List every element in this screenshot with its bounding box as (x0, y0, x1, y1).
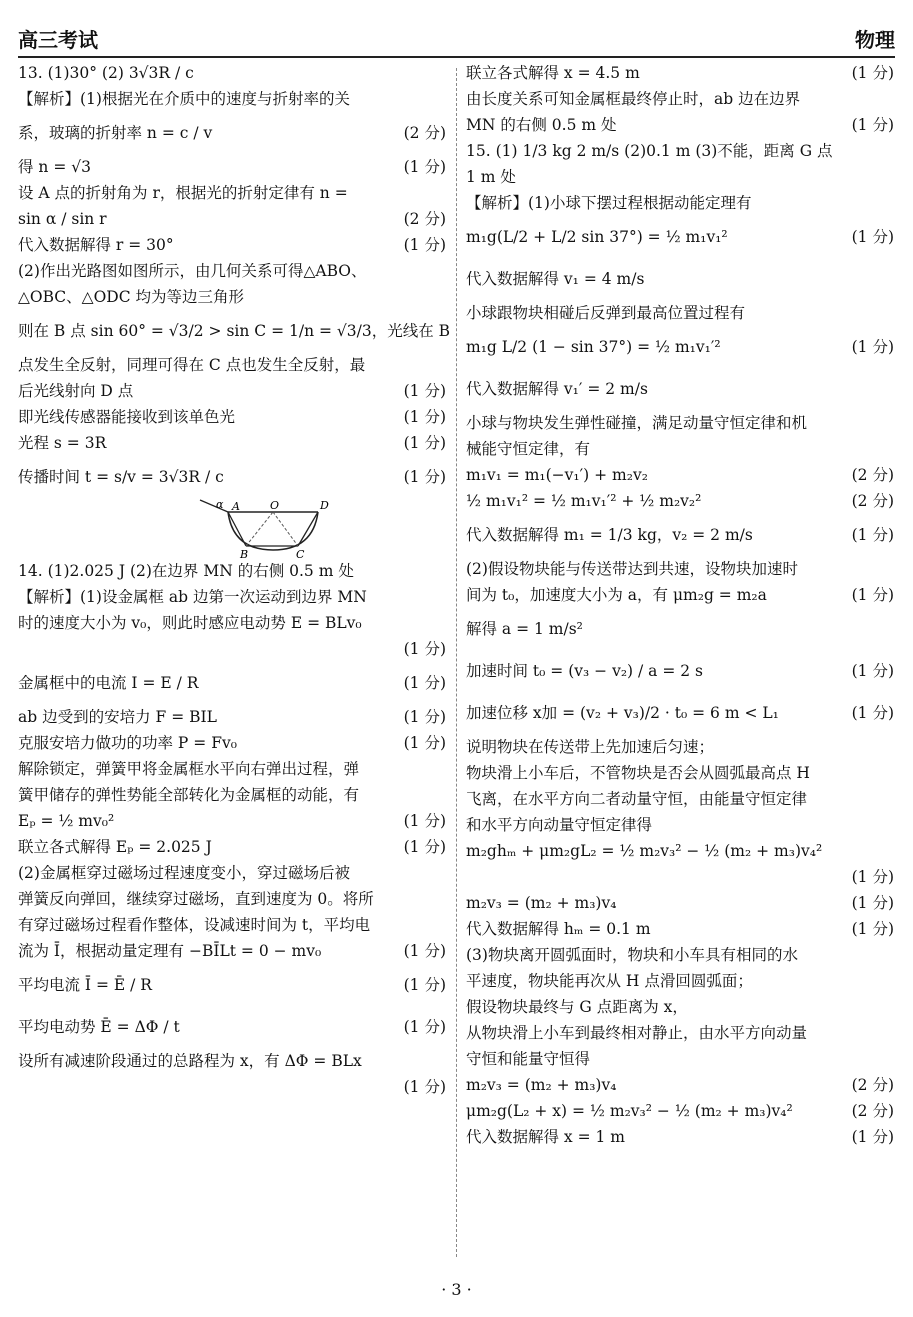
text-line (466, 760, 894, 786)
line-text: 弹簧反向弹回，继续穿过磁场，直到速度为 0。将所 (18, 890, 374, 908)
text-line (466, 86, 894, 112)
score-points: (1 分) (403, 408, 446, 426)
line-text: 说明物块在传送带上先加速后匀速； (466, 738, 715, 756)
line-text: 代入数据解得 r = 30° (18, 236, 174, 254)
line-text: 平均电动势 Ē = ΔΦ / t (18, 1018, 180, 1036)
text-line (18, 912, 446, 938)
text-line (466, 916, 894, 942)
score-points: (2 分) (403, 210, 446, 228)
line-text: m₁g L/2 (1 − sin 37°) = ½ m₁v₁′² (466, 338, 721, 356)
text-line (466, 462, 894, 488)
text-line (466, 1072, 894, 1098)
score-points: (1 分) (403, 838, 446, 856)
score-points: (1 分) (403, 158, 446, 176)
score-points: (2 分) (851, 1076, 894, 1094)
line-text: 【解析】(1)根据光在介质中的速度与折射率的关 (18, 90, 350, 108)
text-line (466, 890, 894, 916)
line-text: 有穿过磁场过程看作整体，设减速时间为 t，平均电 (18, 916, 371, 934)
score-points: (1 分) (403, 942, 446, 960)
text-line (18, 558, 446, 584)
line-text: 物块滑上小车后，不管物块是否会从圆弧最高点 H (466, 764, 810, 782)
score-points: (1 分) (851, 868, 894, 886)
line-text: 代入数据解得 v₁′ = 2 m/s (466, 380, 648, 398)
text-line (466, 436, 894, 462)
line-text: 【解析】(1)设金属框 ab 边第一次运动到边界 MN (18, 588, 367, 606)
line-text: 系，玻璃的折射率 n = c / v (18, 124, 213, 142)
text-line (18, 584, 446, 610)
score-points: (1 分) (403, 236, 446, 254)
right-column (466, 60, 894, 1150)
line-text: 械能守恒定律，有 (466, 440, 591, 458)
line-text: (2)作出光路图如图所示，由几何关系可得△ABO、 (18, 262, 367, 280)
label-C: C (296, 548, 305, 558)
line-text: 即光线传感器能接收到该单色光 (18, 408, 236, 426)
label-B: B (240, 548, 249, 558)
line-text: 设所有减速阶段通过的总路程为 x，有 ΔΦ = BLx (18, 1052, 362, 1070)
line-text: ab 边受到的安培力 F = BIL (18, 708, 217, 726)
line-text: (3)物块离开圆弧面时，物块和小车具有相同的水 (466, 946, 798, 964)
page-number: · 3 · (441, 1280, 472, 1299)
score-points: (1 分) (851, 116, 894, 134)
line-text: Eₚ = ½ mv₀² (18, 812, 115, 830)
line-text: 13. (1)30° (2) 3√3R / c (18, 64, 194, 82)
line-text: 克服安培力做功的功率 P = Fv₀ (18, 734, 237, 752)
score-points: (1 分) (403, 468, 446, 486)
label-A: A (232, 500, 240, 513)
text-line (18, 112, 446, 154)
line-text: 假设物块最终与 G 点距离为 x， (466, 998, 688, 1016)
line-text: 代入数据解得 x = 1 m (466, 1128, 625, 1146)
label-D: D (320, 499, 329, 512)
line-text: m₁v₁ = m₁(−v₁′) + m₂v₂ (466, 466, 648, 484)
score-points: (1 分) (403, 812, 446, 830)
text-line (18, 378, 446, 404)
page-header (18, 20, 895, 58)
exam-title: 高三考试 (18, 28, 98, 52)
text-line (18, 662, 446, 704)
text-line (466, 488, 894, 514)
text-line (466, 514, 894, 556)
score-points: (2 分) (851, 1102, 894, 1120)
score-points: (2 分) (851, 492, 894, 510)
text-line (18, 1074, 446, 1100)
line-text: sin α / sin r (18, 210, 107, 228)
score-points: (1 分) (851, 586, 894, 604)
text-line (466, 410, 894, 436)
score-points: (1 分) (851, 894, 894, 912)
score-points: (1 分) (403, 1018, 446, 1036)
text-line (18, 756, 446, 782)
line-text: 光程 s = 3R (18, 434, 107, 452)
label-alpha: α (216, 498, 224, 511)
score-points: (1 分) (403, 976, 446, 994)
score-points: (1 分) (403, 382, 446, 400)
score-points: (1 分) (851, 1128, 894, 1146)
text-line (18, 636, 446, 662)
text-line (466, 368, 894, 410)
text-line (466, 556, 894, 582)
score-points: (1 分) (403, 434, 446, 452)
score-points: (1 分) (851, 920, 894, 938)
line-text: ½ m₁v₁² = ½ m₁v₁′² + ½ m₂v₂² (466, 492, 702, 510)
line-text: (2)假设物块能与传送带达到共速，设物块加速时 (466, 560, 798, 578)
line-text: (2)金属框穿过磁场过程速度变小，穿过磁场后被 (18, 864, 350, 882)
text-line (18, 704, 446, 730)
line-text: 代入数据解得 m₁ = 1/3 kg，v₂ = 2 m/s (466, 526, 753, 544)
line-text: μm₂g(L₂ + x) = ½ m₂v₃² − ½ (m₂ + m₃)v₄² (466, 1102, 793, 1120)
line-text: 则在 B 点 sin 60° = √3/2 > sin C = 1/n = √3/3，光线在 B (18, 322, 451, 340)
text-line (18, 808, 446, 834)
line-text: 流为 Ī，根据动量定理有 −BĪLt = 0 − mv₀ (18, 942, 322, 960)
text-line (466, 1020, 894, 1046)
score-points: (2 分) (851, 466, 894, 484)
text-line (18, 404, 446, 430)
line-text: 代入数据解得 hₘ = 0.1 m (466, 920, 651, 938)
line-text: m₂v₃ = (m₂ + m₃)v₄ (466, 1076, 617, 1094)
line-text: 加速时间 t₀ = (v₃ − v₂) / a = 2 s (466, 662, 703, 680)
line-text: 平速度，物块能再次从 H 点滑回圆弧面； (466, 972, 753, 990)
text-line (18, 886, 446, 912)
text-line (466, 300, 894, 326)
text-line (466, 650, 894, 692)
score-points: (1 分) (403, 1078, 446, 1096)
score-points: (1 分) (851, 662, 894, 680)
text-line (18, 610, 446, 636)
line-text: 代入数据解得 v₁ = 4 m/s (466, 270, 645, 288)
score-points: (1 分) (403, 708, 446, 726)
text-line (18, 730, 446, 756)
text-line (466, 812, 894, 838)
line-text: 设 A 点的折射角为 r，根据光的折射定律有 n = (18, 184, 348, 202)
text-line (466, 1046, 894, 1072)
text-line (18, 782, 446, 808)
line-text: 小球与物块发生弹性碰撞，满足动量守恒定律和机 (466, 414, 808, 432)
left-column (18, 60, 451, 1100)
subject-title: 物理 (855, 28, 895, 52)
text-line (466, 692, 894, 734)
text-line (18, 258, 446, 284)
text-line (466, 138, 894, 164)
line-text: 点发生全反射，同理可得在 C 点也发生全反射，最 (18, 356, 366, 374)
text-line (466, 994, 894, 1020)
text-line (18, 834, 446, 860)
score-points: (1 分) (851, 704, 894, 722)
score-points: (1 分) (851, 228, 894, 246)
line-text: 时的速度大小为 v₀，则此时感应电动势 E = BLv₀ (18, 614, 362, 632)
line-text: 加速位移 x加 = (v₂ + v₃)/2 · t₀ = 6 m < L₁ (466, 704, 779, 722)
score-points: (1 分) (851, 338, 894, 356)
score-points: (1 分) (851, 526, 894, 544)
text-line (18, 430, 446, 456)
text-line (466, 838, 894, 864)
text-line (466, 1098, 894, 1124)
light-path-diagram (18, 498, 446, 558)
line-text: 间为 t₀，加速度大小为 a，有 μm₂g = m₂a (466, 586, 767, 604)
line-text: m₂v₃ = (m₂ + m₃)v₄ (466, 894, 617, 912)
text-line (18, 60, 446, 86)
line-text: 守恒和能量守恒得 (466, 1050, 591, 1068)
column-divider (456, 68, 457, 1257)
text-line (18, 86, 446, 112)
text-line (18, 180, 446, 206)
text-line (466, 942, 894, 968)
line-text: 从物块滑上小车到最终相对静止，由水平方向动量 (466, 1024, 808, 1042)
line-text: △OBC、△ODC 均为等边三角形 (18, 288, 245, 306)
text-line (18, 938, 446, 964)
line-text: 小球跟物块相碰后反弹到最高位置过程有 (466, 304, 746, 322)
line-text: 【解析】(1)小球下摆过程根据动能定理有 (466, 194, 752, 212)
text-line (466, 582, 894, 608)
text-line (466, 864, 894, 890)
score-points: (2 分) (403, 124, 446, 142)
line-text: 解得 a = 1 m/s² (466, 620, 583, 638)
text-line (18, 1006, 446, 1048)
line-text: 簧甲储存的弹性势能全部转化为金属框的动能，有 (18, 786, 360, 804)
text-line (466, 164, 894, 190)
score-points: (1 分) (851, 64, 894, 82)
line-text: m₁g(L/2 + L/2 sin 37°) = ½ m₁v₁² (466, 228, 728, 246)
line-text: 联立各式解得 Eₚ = 2.025 J (18, 838, 212, 856)
text-line (18, 456, 446, 498)
line-text: 得 n = √3 (18, 158, 91, 176)
text-line (18, 206, 446, 232)
score-points: (1 分) (403, 734, 446, 752)
text-line (18, 1048, 446, 1074)
text-line (466, 190, 894, 216)
text-line (18, 860, 446, 886)
text-line (466, 326, 894, 368)
line-text: 平均电流 Ī = Ē / R (18, 976, 152, 994)
line-text: 1 m 处 (466, 168, 516, 186)
line-text: 14. (1)2.025 J (2)在边界 MN 的右侧 0.5 m 处 (18, 562, 354, 580)
label-O: O (270, 499, 280, 512)
text-line (466, 60, 894, 86)
text-line (18, 310, 451, 352)
text-line (466, 1124, 894, 1150)
text-line (466, 112, 894, 138)
text-line (466, 968, 894, 994)
line-text: 金属框中的电流 I = E / R (18, 674, 199, 692)
text-line (466, 786, 894, 812)
line-text: 后光线射向 D 点 (18, 382, 134, 400)
text-line (18, 352, 446, 378)
text-line (18, 232, 446, 258)
score-points: (1 分) (403, 674, 446, 692)
text-line (18, 154, 446, 180)
line-text: 传播时间 t = s/v = 3√3R / c (18, 468, 224, 486)
text-line (466, 734, 894, 760)
text-line (18, 964, 446, 1006)
score-points: (1 分) (403, 640, 446, 658)
line-text: 15. (1) 1/3 kg 2 m/s (2)0.1 m (3)不能，距离 G 点 (466, 142, 833, 160)
line-text: 解除锁定，弹簧甲将金属框水平向右弹出过程，弹 (18, 760, 360, 778)
text-line (466, 258, 894, 300)
line-text: 联立各式解得 x = 4.5 m (466, 64, 640, 82)
text-line (466, 608, 894, 650)
text-line (18, 284, 446, 310)
line-text: 飞离，在水平方向二者动量守恒，由能量守恒定律 (466, 790, 808, 808)
line-text: 和水平方向动量守恒定律得 (466, 816, 653, 834)
line-text: 由长度关系可知金属框最终停止时，ab 边在边界 (466, 90, 801, 108)
line-text: m₂ghₘ + μm₂gL₂ = ½ m₂v₃² − ½ (m₂ + m₃)v₄² (466, 842, 823, 860)
text-line (466, 216, 894, 258)
line-text: MN 的右侧 0.5 m 处 (466, 116, 617, 134)
